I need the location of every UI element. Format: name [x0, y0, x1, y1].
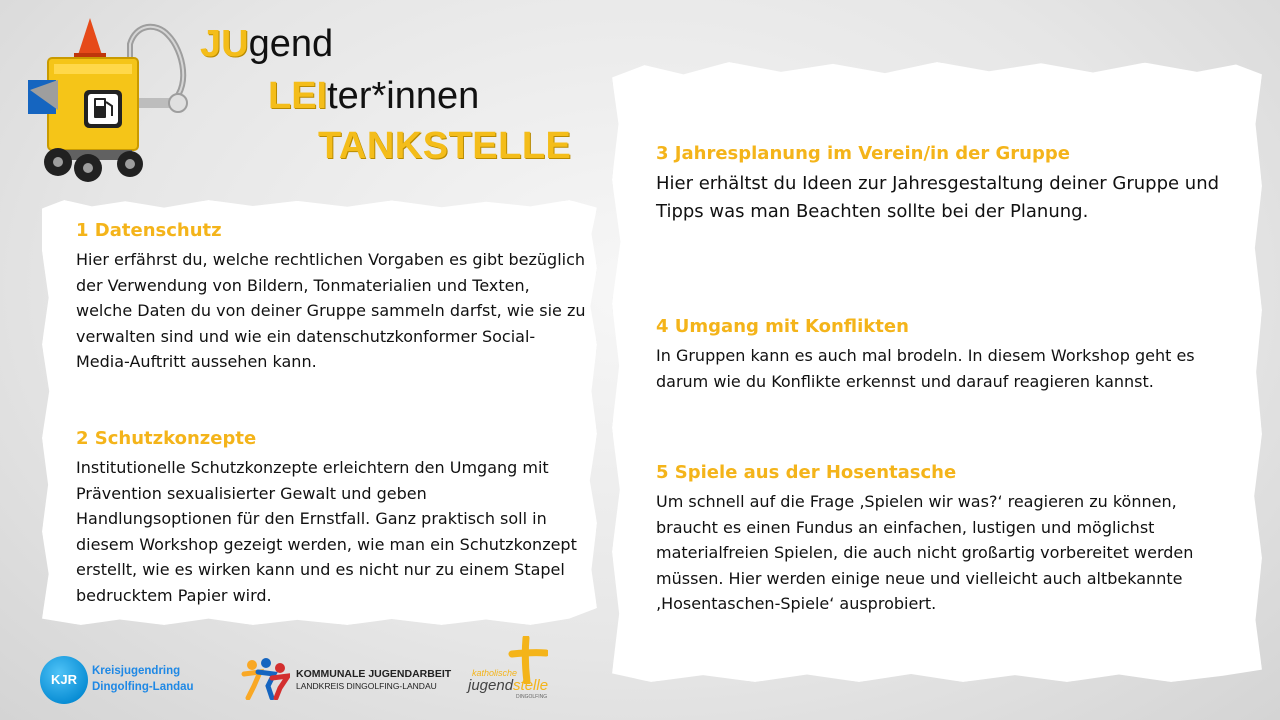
section-body: Hier erfährst du, welche rechtlichen Vorgaben es gibt bezüglich der Verwendung von Bildern, Tonmaterialien und Texten, welche Daten du von deiner Gruppe sammeln darfst, wie sie zu verwalten sind und wie ein datenschutzkonformer Social-Media-Auftritt aussehen kann. [76, 250, 586, 371]
title-rest-ter: ter*innen [327, 75, 480, 117]
section-datenschutz [76, 220, 586, 375]
kjs-jugend: jugend [468, 677, 514, 694]
kjs-line2 [468, 677, 548, 694]
section-spiele [656, 462, 1236, 617]
section-body: Institutionelle Schutzkonzepte erleichtern den Umgang mit Prävention sexualisierter Gewalt und geben Handlungsoptionen für den Ernstfall. Ganz praktisch soll in diesem Workshop gezeigt werden, wie man ein Schutzkonzept erstellt, wie es wirken kann und es nicht nur zu einem Stapel bedrucktem Papier wird. [76, 458, 577, 605]
kja-figures-icon [240, 656, 290, 700]
section-schutzkonzepte [76, 428, 586, 608]
lego-robot-illustration [18, 10, 218, 190]
section-body: Um schnell auf die Frage ‚Spielen wir was?‘ reagieren zu können, braucht es einen Fundus an einfachen, lustigen und möglichst materialfreien Spielen, die auch nicht großartig vorbereitet werden müssen. Hier werden einige neue und vielleicht auch altbekannte ‚Hosentaschen-Spiele‘ ausprobiert. [656, 492, 1194, 613]
kjr-line1: Kreisjugendring [92, 665, 181, 677]
title-highlight-ju: JU [200, 23, 249, 65]
section-title: 4 Umgang mit Konflikten [656, 316, 909, 337]
title-line-leiter [268, 76, 479, 116]
logo-kommunale-jugendarbeit [240, 656, 460, 700]
kja-line1: KOMMUNALE JUGENDARBEIT [296, 668, 452, 680]
fuel-pump-icon [84, 90, 122, 128]
section-title: 3 Jahresplanung im Verein/in der Gruppe [656, 143, 1070, 164]
title-line-tankstelle: TANKSTELLE [318, 125, 572, 167]
logo-kreisjugendring [40, 655, 220, 705]
section-jahresplanung [656, 143, 1236, 226]
kjr-badge: KJR [40, 656, 88, 704]
title-highlight-lei: LEI [268, 75, 328, 117]
kjs-stelle: stelle [513, 677, 549, 694]
title-line-jugend [200, 24, 333, 64]
section-konflikte [656, 316, 1236, 394]
kjr-line2: Dingolfing-Landau [92, 681, 194, 693]
section-body: Hier erhältst du Ideen zur Jahresgestaltung deiner Gruppe und Tipps was man Beachten sollte bei der Planung. [656, 173, 1220, 222]
kjs-line3: DINGOLFING [516, 694, 548, 700]
section-title: 5 Spiele aus der Hosentasche [656, 462, 957, 483]
section-title: 2 Schutzkonzepte [76, 428, 257, 449]
section-title: 1 Datenschutz [76, 220, 222, 241]
section-body: In Gruppen kann es auch mal brodeln. In diesem Workshop geht es darum wie du Konflikte erkennst und darauf reagieren kannst. [656, 346, 1195, 391]
kja-line2: LANDKREIS DINGOLFING-LANDAU [296, 681, 437, 691]
title-rest-gend: gend [248, 23, 334, 65]
kjs-line1: katholische [472, 668, 518, 678]
logo-katholische-jugendstelle [468, 636, 558, 700]
